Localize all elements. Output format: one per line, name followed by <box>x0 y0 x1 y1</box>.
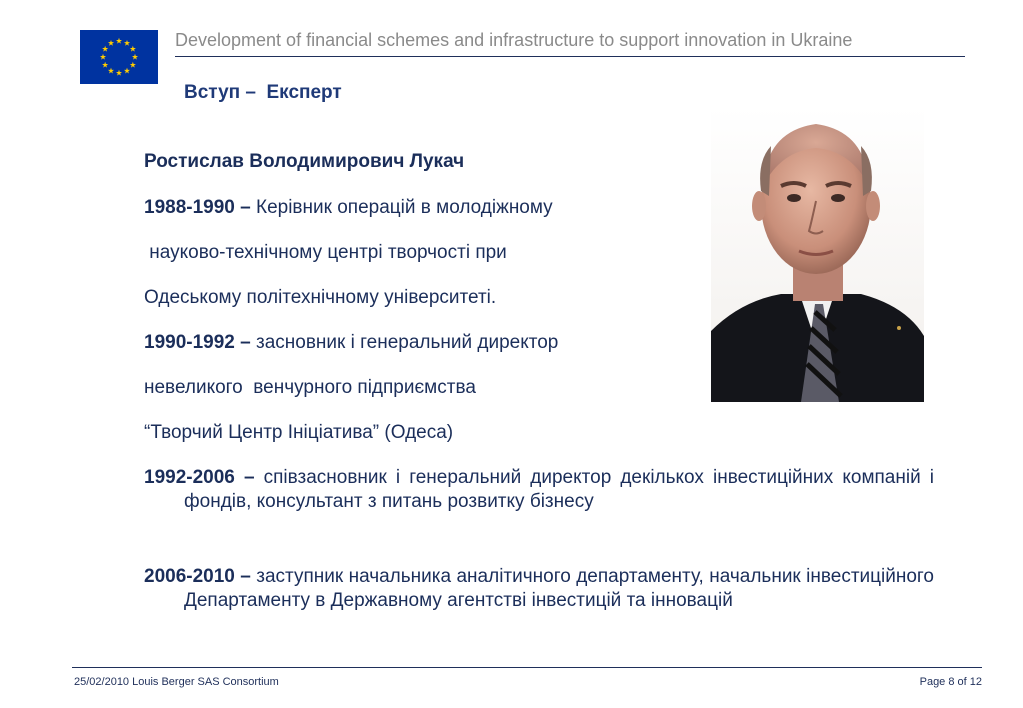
header-divider <box>175 56 965 57</box>
eu-flag-icon <box>80 30 158 84</box>
entry-3-text: співзасновник і генеральний директор декількох інвестиційних компаній і фондів, консультант з питань розвитку бізнесу <box>184 467 934 512</box>
header-title: Development of financial schemes and infrastructure to support innovation in Ukraine <box>175 30 853 50</box>
person-name: Ростислав Володимирович Лукач <box>144 151 465 172</box>
entry-4-years: 2006-2010 – <box>144 566 251 587</box>
entry-1-years: 1988-1990 – <box>144 197 251 218</box>
entry-3 <box>144 466 934 514</box>
entry-1-line-1: 1988-1990 – Керівник операцій в молодіжному <box>144 197 553 218</box>
entry-2-line-3: “Творчий Центр Ініціатива” (Одеса) <box>144 422 454 443</box>
entry-1-line-3: Одеському політехнічному університеті. <box>144 287 497 308</box>
footer-divider <box>72 667 982 668</box>
entry-2-years: 1990-1992 – <box>144 332 251 353</box>
entry-4 <box>144 565 934 613</box>
entry-3-years: 1992-2006 – <box>144 467 255 488</box>
page-number: Page 8 of 12 <box>919 676 982 688</box>
portrait-photo <box>711 106 924 402</box>
entry-1-line-2: науково-технічному центрі творчості при <box>144 242 507 263</box>
entry-2-line-1: 1990-1992 – засновник і генеральний директор <box>144 332 559 353</box>
entry-2-line-2: невеликого венчурного підприємства <box>144 377 476 398</box>
entry-4-text: заступник начальника аналітичного департаменту, начальник інвестиційного Департаменту в Державному агентстві інвестицій та інновацій <box>184 566 934 611</box>
footer-date-consortium: 25/02/2010 Louis Berger SAS Consortium <box>74 676 279 688</box>
section-title: Вступ – Експерт <box>184 82 342 103</box>
